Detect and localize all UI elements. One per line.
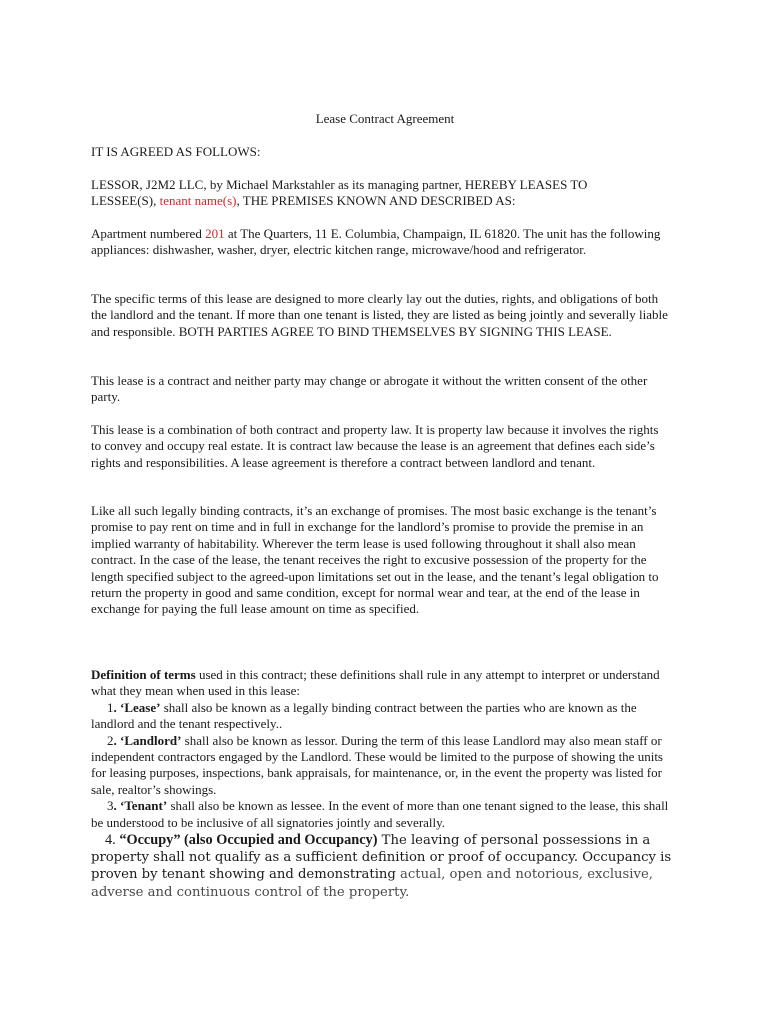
lessor-paragraph (91, 177, 631, 210)
definition-term: ‘Tenant’ (120, 798, 168, 814)
lessor-text: LESSOR, J2M2 LLC, by Michael Markstahler as its managing partner, HEREBY LEASES TO LESSEE(S), (91, 177, 588, 209)
definition-item-landlord: 2. ‘Landlord’ shall also be known as lessor. During the term of this lease Landlord may also mean staff or independent contractors engaged by the Landlord. These would be limited to the purpose of showing the units for leasing purposes, inspections, bank appraisals, for maintenance, or, in the event the property was listed for sale, realtor’s showings. (91, 732, 663, 797)
definition-number: 2 (107, 732, 114, 748)
apartment-paragraph (91, 226, 663, 259)
document-title: Lease Contract Agreement (315, 111, 455, 126)
definition-item-occupy (91, 832, 679, 901)
agreed-line: IT IS AGREED AS FOLLOWS: (91, 144, 261, 159)
definition-text: shall also be known as a legally binding contract between the parties who are known as the landlord and the tenant respectively.. (91, 699, 637, 732)
definitions-section (91, 667, 679, 901)
definition-text: The leaving of personal possessions in a property shall not qualify as a sufficient definition or proof of occupancy. Occupancy is proven by tenant showing and demonstrating (91, 833, 672, 883)
definition-text-end: actual, open and notorious, exclusive, adverse and continuous control of the property. (91, 867, 653, 900)
definition-term: ‘Lease’ (120, 699, 161, 715)
definition-text: shall also be known as lessor. During the term of this lease Landlord may also mean staff or independent contractors engaged by the Landlord. These would be limited to the purpose of showing the units for leasing purposes, inspections, bank appraisals, for maintenance, or, in the event the property was listed for sale, realtor’s showings. (91, 732, 663, 797)
definition-term: “Occupy” (also Occupied and Occupancy) (119, 832, 378, 849)
law-paragraph: This lease is a combination of both contract and property law. It is property law because it involves the rights to convey and occupy real estate. It is contract law because the lease is an agreement that defines each side’s rights and responsibilities. A lease agreement is therefore a contract between landlord and tenant. (91, 422, 659, 470)
definitions-heading-bold: Definition of terms (91, 667, 196, 682)
definition-number: 1 (107, 699, 114, 715)
apartment-number: 201 (205, 226, 225, 241)
terms-paragraph: The specific terms of this lease are designed to more clearly lay out the duties, rights, and obligations of both the landlord and the tenant. If more than one tenant is listed, they are listed as being jointly and severally liable and responsible. BOTH PARTIES AGREE TO BIND THEMSELVES BY SIGNING THIS LEASE. (91, 291, 668, 339)
contract-paragraph: This lease is a contract and neither party may change or abrogate it without the written consent of the other party. (91, 373, 648, 405)
definition-item-lease: 1. ‘Lease’ shall also be known as a legally binding contract between the parties who are known as the landlord and the tenant respectively.. (91, 699, 637, 732)
definition-term: ‘Landlord’ (120, 732, 182, 748)
definitions-heading (91, 667, 679, 700)
promises-paragraph: Like all such legally binding contracts, it’s an exchange of promises. The most basic exchange is the tenant’s promise to pay rent on time and in full in exchange for the landlord’s promise to provide the premise in an implied warranty of habitability. Wherever the term lease is used following throughout it shall also mean contract. In the case of the lease, the tenant receives the right to excusive possession of the property for the length specified subject to the agreed-upon limitations set out in the lease, and the tenant’s legal obligation to return the property in good and same condition, except for normal wear and tear, at the end of the lease in exchange for paying the full lease amount on time as specified. (91, 503, 659, 617)
apartment-text: Apartment numbered (91, 226, 206, 241)
definition-text: shall also be known as lessee. In the event of more than one tenant signed to the lease, this shall be understood to be inclusive of all signatories jointly and severally. (91, 798, 669, 830)
tenant-name-placeholder: tenant name(s) (159, 193, 237, 209)
definitions-heading-text: used in this contract; these definitions shall rule in any attempt to interpret or understand what they mean when used in this lease: (91, 667, 660, 699)
lessor-text-end: , THE PREMISES KNOWN AND DESCRIBED AS: (236, 193, 516, 209)
definition-item-tenant: 3. ‘Tenant’ shall also be known as lessee. In the event of more than one tenant signed to the lease, this shall be understood to be inclusive of all signatories jointly and severally. (91, 798, 669, 830)
definition-number: 4. (105, 832, 116, 849)
apartment-text-end: at The Quarters, 11 E. Columbia, Champaign, IL 61820. The unit has the following appliances: dishwasher, washer, dryer, electric kitchen range, microwave/hood and refrigerator. (91, 226, 661, 258)
definition-number: 3 (107, 798, 114, 814)
